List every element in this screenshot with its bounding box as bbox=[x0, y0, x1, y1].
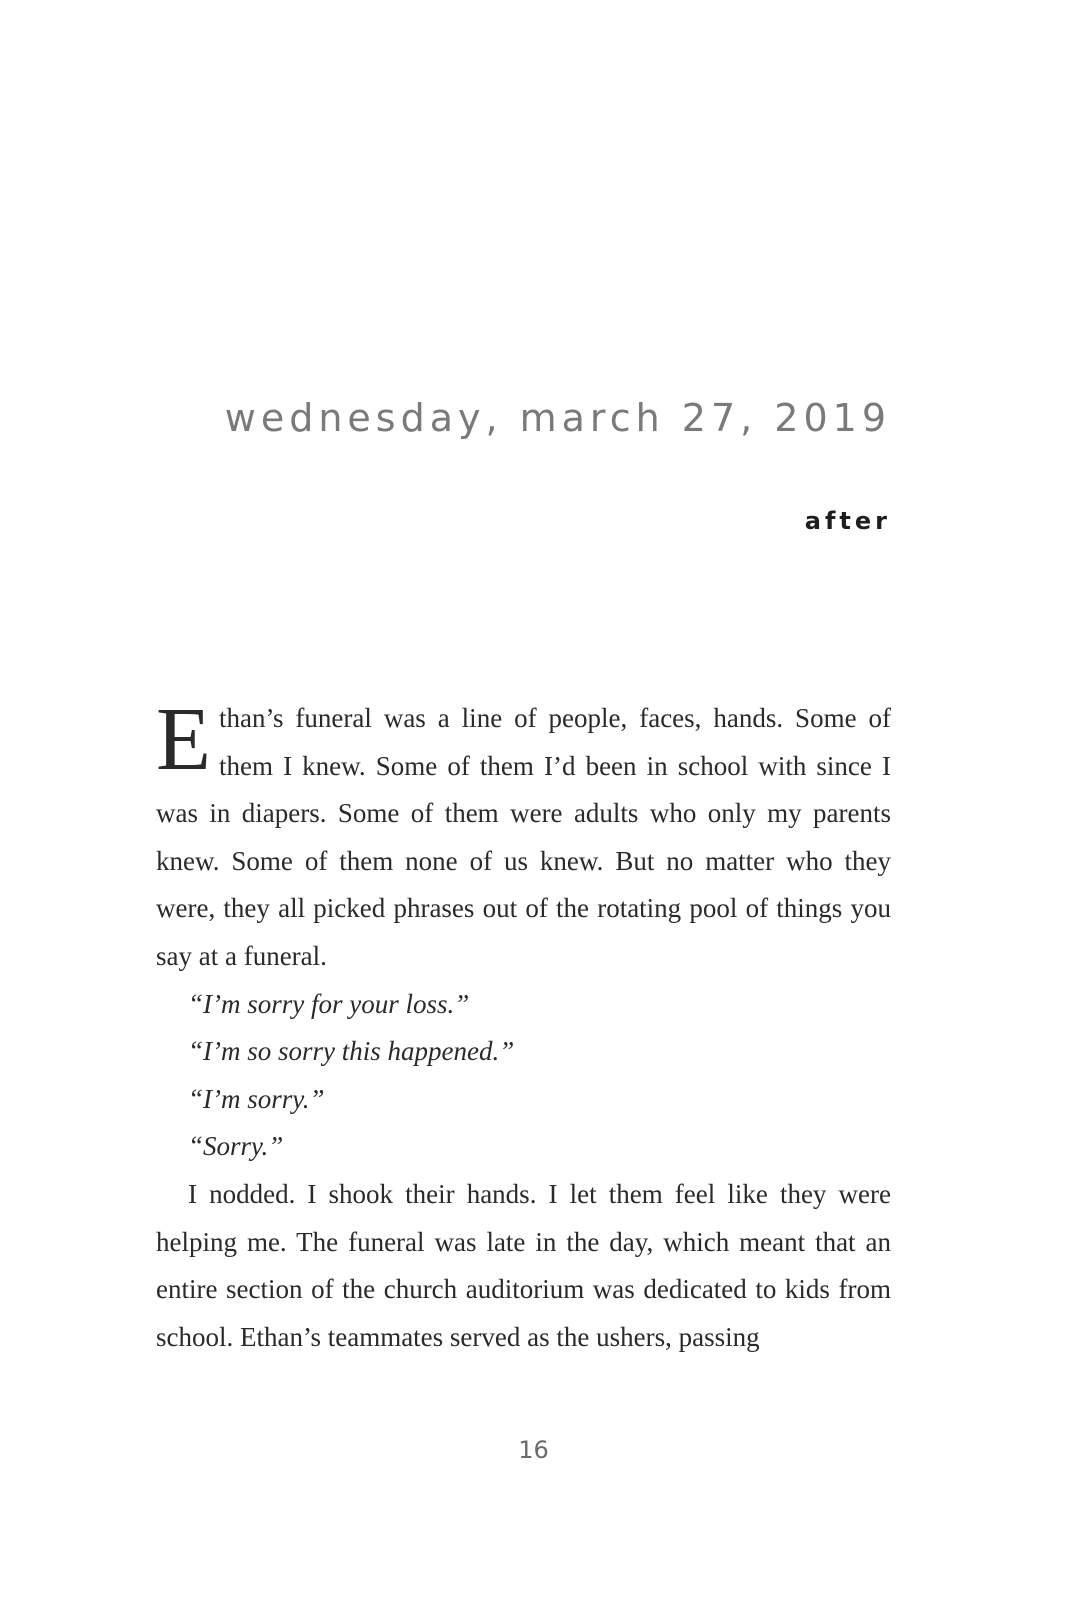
opening-paragraph bbox=[156, 690, 891, 981]
chapter-label: after bbox=[804, 507, 891, 535]
closing-paragraph: I nodded. I shook their hands. I let them feel like they were helping me. The funeral was late in the day, which meant that an entire section of the church auditorium was dedicated to kids from school. Ethan’s teammates served as the ushers, passing bbox=[156, 1178, 891, 1352]
body-text bbox=[156, 690, 891, 1361]
dialogue-line: “Sorry.” bbox=[188, 1131, 284, 1162]
page-number: 16 bbox=[518, 1436, 549, 1464]
dialogue-line: “I’m sorry for your loss.” bbox=[188, 988, 470, 1019]
dialogue-line: “I’m sorry.” bbox=[188, 1083, 325, 1114]
dialogue-line: “I’m so sorry this happened.” bbox=[188, 1036, 515, 1067]
drop-cap: E bbox=[156, 690, 211, 789]
opening-paragraph-text: than’s funeral was a line of people, faces, hands. Some of them I knew. Some of them I’d been in school with since I was in diapers. Some of them were adults who only my parents knew. Some of them none of us knew. But no matter who they were, they all picked phrases out of the rotating pool of things you say at a funeral. bbox=[156, 703, 891, 971]
chapter-date-heading: wednesday, march 27, 2019 bbox=[224, 396, 891, 440]
